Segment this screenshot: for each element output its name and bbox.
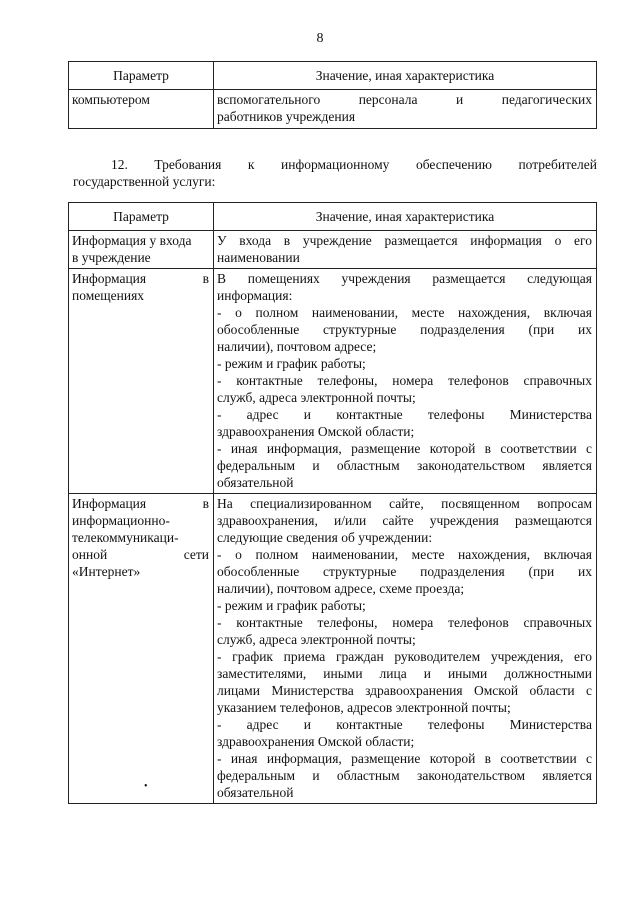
param-line: онной сети	[72, 547, 209, 562]
param-line: «Интернет»	[72, 564, 141, 579]
value-line: - иная информация, размещение которой в соответствии с	[217, 751, 592, 766]
page-number: 8	[316, 31, 324, 46]
stray-mark: •	[144, 781, 148, 792]
value-line: обязательной	[217, 475, 294, 490]
value-cell	[214, 231, 597, 269]
value-line: - график приема граждан руководителем учреждения, его	[217, 649, 592, 664]
value-line: обособленные структурные подразделения (при их	[217, 564, 592, 579]
value-line: работников учреждения	[217, 109, 356, 124]
param-line: Информация у входа	[72, 233, 192, 248]
value-line: служб, адреса электронной почты;	[217, 632, 416, 647]
value-line: - контактные телефоны, номера телефонов справочных	[217, 615, 592, 630]
table-header-row	[69, 62, 597, 90]
value-line: В помещениях учреждения размещается следующая	[217, 271, 592, 286]
param-line: Информация в	[72, 496, 209, 511]
value-line: наличии), почтовом адресе;	[217, 339, 377, 354]
value-line: На специализированном сайте, посвященном вопросам	[217, 496, 592, 511]
table-continuation	[68, 61, 597, 129]
header-value: Значение, иная характеристика	[214, 62, 597, 90]
param-cell	[69, 494, 214, 804]
value-line: здравоохранения Омской области;	[217, 734, 415, 749]
value-line: вспомогательного персонала и педагогических	[217, 92, 592, 107]
value-line: - адрес и контактные телефоны Министерства	[217, 717, 592, 732]
value-line: обособленные структурные подразделения (при их	[217, 322, 592, 337]
param-line: Информация в	[72, 271, 209, 286]
value-line: федеральным и областным законодательством является	[217, 768, 592, 783]
header-parameter: Параметр	[69, 203, 214, 231]
value-cell	[214, 90, 597, 129]
value-line: служб, адреса электронной почты;	[217, 390, 416, 405]
value-line: - контактные телефоны, номера телефонов справочных	[217, 373, 592, 388]
header-parameter: Параметр	[69, 62, 214, 90]
value-line: - иная информация, размещение которой в соответствии с	[217, 441, 592, 456]
value-cell	[214, 269, 597, 494]
value-line: - о полном наименовании, месте нахождения, включая	[217, 547, 592, 562]
value-line: информация:	[217, 288, 293, 303]
section-heading-line: государственной услуги:	[73, 174, 216, 189]
param-cell	[69, 231, 214, 269]
table-row	[69, 494, 597, 804]
value-line: указанием телефонов, адресов электронной почты;	[217, 700, 511, 715]
value-cell	[214, 494, 597, 804]
table-row	[69, 269, 597, 494]
value-line: - режим и график работы;	[217, 356, 366, 371]
value-line: здравоохранения, и/или сайте учреждения размещаются	[217, 513, 592, 528]
param-line: помещениях	[72, 288, 145, 303]
param-cell: компьютером	[69, 90, 214, 129]
value-line: - режим и график работы;	[217, 598, 366, 613]
param-cell	[69, 269, 214, 494]
header-value: Значение, иная характеристика	[214, 203, 597, 231]
value-line: У входа в учреждение размещается информация о его	[217, 233, 592, 248]
value-line: следующие сведения об учреждении:	[217, 530, 433, 545]
table-header-row	[69, 203, 597, 231]
param-line: в учреждение	[72, 250, 151, 265]
table-row	[69, 231, 597, 269]
value-line: наличии), почтовом адресе, схеме проезда;	[217, 581, 465, 596]
value-line: обязательной	[217, 785, 294, 800]
param-line: информационно-	[72, 513, 170, 528]
value-line: заместителями, иными лица и иными должностными	[217, 666, 592, 681]
section-heading	[73, 156, 597, 190]
value-line: - о полном наименовании, месте нахождения, включая	[217, 305, 592, 320]
table-row	[69, 90, 597, 129]
value-line: наименовании	[217, 250, 300, 265]
param-line: телекоммуникаци-	[72, 530, 179, 545]
section-heading-line: 12. Требования к информационному обеспечению потребителей	[111, 157, 597, 172]
value-line: лицами Министерства здравоохранения Омской области с	[217, 683, 592, 698]
value-line: здравоохранения Омской области;	[217, 424, 415, 439]
value-line: федеральным и областным законодательством является	[217, 458, 592, 473]
info-requirements-table	[68, 202, 597, 804]
value-line: - адрес и контактные телефоны Министерства	[217, 407, 592, 422]
